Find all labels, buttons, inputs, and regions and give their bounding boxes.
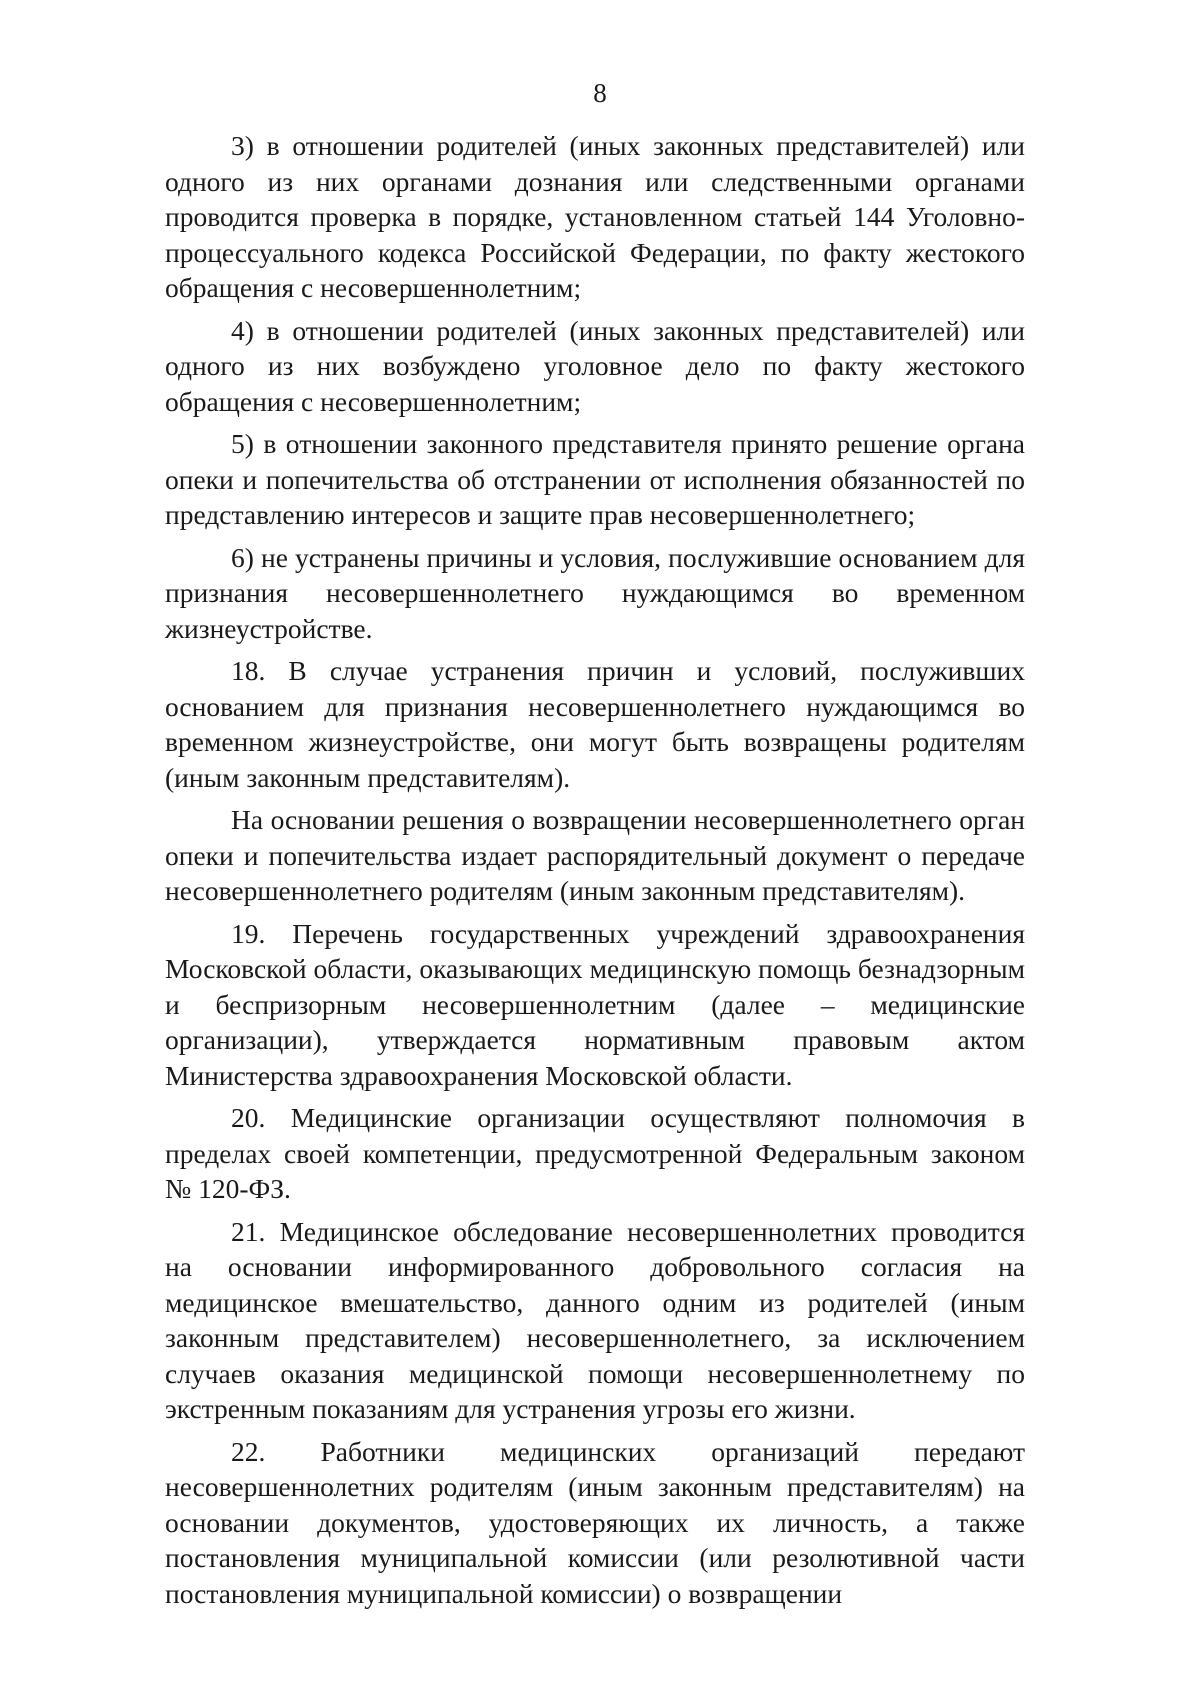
paragraph-item-6: 6) не устранены причины и условия, послужившие основанием для признания несовершеннолетнего нуждающимся во временном жизнеустройстве.: [165, 541, 1025, 644]
paragraph-item-5: 5) в отношении законного представителя принято решение органа опеки и попечительства об отстранении от исполнения обязанностей по представлению интересов и защите прав несовершеннолетнего;: [165, 428, 1025, 530]
paragraph-item-4: 4) в отношении родителей (иных законных представителей) или одного из них возбуждено уголовное дело по факту жестокого обращения с несовершеннолетним;: [165, 314, 1025, 417]
paragraph-clause-22: 22. Работники медицинских организаций передают несовершеннолетних родителям (иным законным представителям) на основании документов, удостоверяющих их личность, а также постановления муниципальной комиссии (или резолютивной части постановления муниципальной комиссии) о возвращении: [165, 1435, 1025, 1609]
paragraph-clause-18: 18. В случае устранения причин и условий, послуживших основанием для признания несовершеннолетнего нуждающимся во временном жизнеустройстве, они могут быть возвращены родителям (иным законным представителям).: [165, 655, 1025, 793]
paragraph-clause-19: 19. Перечень государственных учреждений здравоохранения Московской области, оказывающих медицинскую помощь безнадзорным и беспризорным несовершеннолетним (далее – медицинские организации), утверждается нормативным правовым актом Министерства здравоохранения Московской области.: [165, 917, 1025, 1091]
paragraph-clause-20: 20. Медицинские организации осуществляют полномочия в пределах своей компетенции, предусмотренной Федеральным законом № 120-ФЗ.: [165, 1102, 1025, 1204]
paragraph-item-3: 3) в отношении родителей (иных законных представителей) или одного из них органами дознания или следственными органами проводится проверка в порядке, установленном статьей 144 Уголовно-процессуального кодекса Российской Федерации, по факту жестокого обращения с несовершеннолетним;: [165, 130, 1025, 303]
paragraph-clause-21: 21. Медицинское обследование несовершеннолетних проводится на основании информированного добровольного согласия на медицинское вмешательство, данного одним из родителей (иным законным представителем) несовершеннолетнего, за исключением случаев оказания медицинской помощи несовершеннолетнему по экстренным показаниям для устранения угрозы его жизни.: [165, 1215, 1025, 1424]
paragraph-clause-18-continuation: На основании решения о возвращении несовершеннолетнего орган опеки и попечительства издает распорядительный документ о передаче несовершеннолетнего родителям (иным законным представителям).: [165, 804, 1025, 906]
document-body: [165, 128, 1025, 1618]
page-number: 8: [593, 78, 607, 108]
